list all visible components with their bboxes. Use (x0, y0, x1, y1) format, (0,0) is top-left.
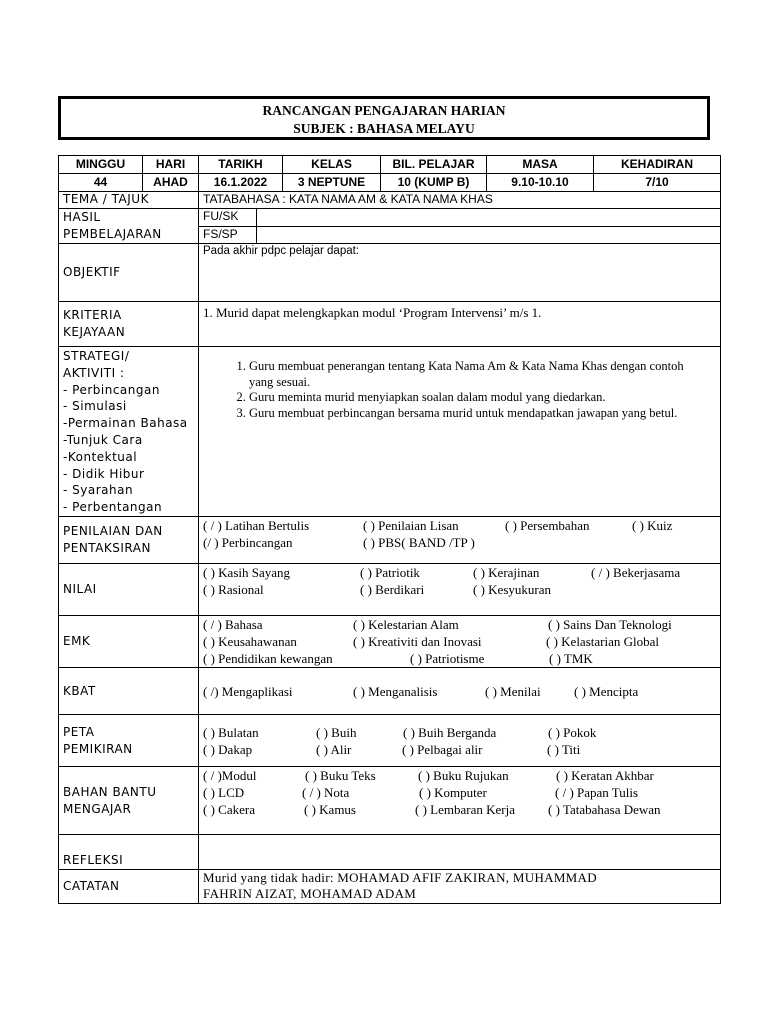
peta-option[interactable]: ( ) Dakap (203, 741, 253, 757)
bahan-option[interactable]: ( ) Tatabahasa Dewan (548, 802, 661, 817)
bahan-row-2 (203, 784, 720, 801)
info-header-kehadiran: KEHADIRAN (594, 156, 721, 174)
bahan-label-line1: BAHAN BANTU (63, 784, 157, 799)
strategi-label-9: - Perbentangan (63, 500, 163, 515)
document-header (58, 96, 710, 140)
info-header-kelas: KELAS (283, 156, 381, 174)
row-catatan (59, 870, 721, 904)
hasil-fs-value (257, 226, 721, 244)
emk-option[interactable]: ( ) Patriotisme (410, 651, 485, 666)
row-kbat (59, 668, 721, 715)
hasil-label (59, 209, 199, 244)
bahan-option[interactable]: ( ) Lembaran Kerja (415, 802, 515, 817)
info-header-tarikh: TARIKH (199, 156, 283, 174)
peta-option[interactable]: ( ) Buih Berganda (403, 724, 497, 740)
info-table (58, 155, 721, 192)
bahan-label (59, 767, 199, 835)
penilaian-option[interactable]: ( ) PBS( BAND /TP ) (363, 535, 475, 550)
emk-option[interactable]: ( ) Keusahawanan (203, 634, 297, 649)
row-nilai (59, 564, 721, 616)
bahan-option[interactable]: ( / ) Nota (302, 785, 350, 800)
kriteria-label-line2: KEJAYAAN (63, 325, 126, 339)
hasil-fu-value (257, 209, 721, 227)
header-title: RANCANGAN PENGAJARAN HARIAN (262, 103, 506, 118)
info-header-masa: MASA (487, 156, 594, 174)
refleksi-label: REFLEKSI (59, 835, 199, 870)
refleksi-value (199, 835, 721, 870)
kbat-option[interactable]: ( ) Mencipta (574, 683, 639, 699)
kbat-options (199, 668, 721, 715)
bahan-option[interactable]: ( ) LCD (203, 785, 245, 800)
penilaian-option[interactable]: (/ ) Perbincangan (203, 535, 293, 550)
nilai-option[interactable]: ( ) Berdikari (360, 582, 425, 597)
info-value-hari: AHAD (143, 174, 199, 192)
row-hasil-fu (59, 209, 721, 227)
peta-option[interactable]: ( ) Alir (316, 741, 352, 757)
peta-label-line2: PEMIKIRAN (63, 741, 133, 756)
lesson-plan-table (58, 191, 721, 904)
strategi-steps-list (203, 359, 710, 421)
hasil-fs-label: FS/SP (199, 226, 257, 244)
bahan-option[interactable]: ( ) Buku Teks (305, 768, 376, 783)
strategi-label-4: -Permainan Bahasa (63, 416, 188, 431)
objektif-value: Pada akhir pdpc pelajar dapat: (199, 244, 721, 302)
strategi-label-3: - Simulasi (63, 399, 127, 414)
strategi-step: 3. Guru membuat perbincangan bersama murid untuk mendapatkan jawapan yang betul. (249, 406, 710, 422)
nilai-option[interactable]: ( ) Kesyukuran (473, 582, 551, 597)
row-refleksi (59, 835, 721, 870)
emk-option[interactable]: ( ) Kreativiti dan Inovasi (353, 634, 482, 649)
info-value-kehadiran: 7/10 (594, 174, 721, 192)
bahan-options (199, 767, 721, 835)
peta-option[interactable]: ( ) Titi (547, 741, 581, 757)
nilai-options (199, 564, 721, 616)
row-tema (59, 192, 721, 209)
bahan-option[interactable]: ( / )Modul (203, 768, 257, 783)
emk-label: EMK (59, 616, 199, 668)
peta-label (59, 715, 199, 767)
emk-options (199, 616, 721, 668)
bahan-row-1 (203, 767, 720, 784)
penilaian-label (59, 517, 199, 564)
bahan-option[interactable]: ( ) Komputer (419, 785, 487, 800)
nilai-label: NILAI (59, 564, 199, 616)
penilaian-row-1 (203, 517, 720, 534)
strategi-label-7: - Didik Hibur (63, 466, 145, 481)
nilai-option[interactable]: ( / ) Bekerjasama (591, 565, 681, 580)
nilai-option[interactable]: ( ) Patriotik (360, 565, 420, 580)
info-header-bil-pelajar: BIL. PELAJAR (381, 156, 487, 174)
row-penilaian (59, 517, 721, 564)
penilaian-label-line1: PENILAIAN DAN (63, 524, 163, 538)
catatan-line1: Murid yang tidak hadir: MOHAMAD AFIF ZAKIRAN, MUHAMMAD (203, 870, 597, 885)
row-objektif (59, 244, 721, 302)
strategi-label-1: AKTIVITI : (63, 365, 125, 380)
bahan-option[interactable]: ( ) Kamus (304, 802, 356, 817)
kriteria-label-line1: KRITERIA (63, 308, 122, 322)
penilaian-option[interactable]: ( ) Persembahan (505, 518, 590, 533)
peta-option[interactable]: ( ) Pokok (548, 724, 597, 740)
emk-row-1 (203, 616, 720, 633)
kriteria-label (59, 302, 199, 347)
penilaian-option[interactable]: ( ) Kuiz (632, 518, 673, 533)
strategi-label-2: - Perbincangan (63, 382, 160, 397)
hasil-label-line2: PEMBELAJARAN (63, 227, 162, 241)
bahan-option[interactable]: ( ) Cakera (203, 802, 255, 817)
nilai-option[interactable]: ( ) Kerajinan (473, 565, 540, 580)
info-header-hari: HARI (143, 156, 199, 174)
catatan-label: CATATAN (59, 870, 199, 904)
strategi-step: 1. Guru membuat penerangan tentang Kata Nama Am & Kata Nama Khas dengan contoh yang sesuai. (249, 359, 710, 390)
row-peta (59, 715, 721, 767)
catatan-value (199, 870, 721, 904)
penilaian-option[interactable]: ( ) Penilaian Lisan (363, 518, 459, 533)
peta-option[interactable]: ( ) Buih (316, 724, 357, 740)
strategi-step: 2. Guru meminta murid menyiapkan soalan dalam modul yang diedarkan. (249, 390, 710, 406)
bahan-option[interactable]: ( ) Buku Rujukan (418, 768, 509, 783)
hasil-fu-label: FU/SK (199, 209, 257, 227)
nilai-option[interactable]: ( ) Kasih Sayang (203, 565, 291, 580)
emk-row-2 (203, 633, 720, 650)
peta-row-2 (203, 741, 720, 758)
kbat-option[interactable]: ( /) Mengaplikasi (203, 683, 293, 699)
info-value-tarikh: 16.1.2022 (199, 174, 283, 192)
kbat-row (203, 683, 720, 700)
bahan-label-line2: MENGAJAR (63, 801, 132, 816)
nilai-row-2 (203, 581, 720, 598)
row-strategi (59, 347, 721, 517)
info-value-bil-pelajar: 10 (KUMP B) (381, 174, 487, 192)
strategi-label-6: -Kontektual (63, 449, 138, 464)
info-header-minggu: MINGGU (59, 156, 143, 174)
emk-option[interactable]: ( / ) Bahasa (203, 617, 263, 632)
hasil-label-line1: HASIL (63, 210, 101, 224)
objektif-label: OBJEKTIF (59, 244, 199, 302)
emk-option[interactable]: ( ) Kelastarian Global (546, 634, 659, 649)
penilaian-options (199, 517, 721, 564)
penilaian-option[interactable]: ( / ) Latihan Bertulis (203, 518, 310, 533)
strategi-label-0: STRATEGI/ (63, 349, 130, 363)
emk-option[interactable]: ( ) Kelestarian Alam (353, 617, 459, 632)
peta-option[interactable]: ( ) Bulatan (203, 724, 259, 740)
peta-row-1 (203, 724, 720, 741)
emk-option[interactable]: ( ) Sains Dan Teknologi (548, 617, 672, 632)
kbat-label: KBAT (59, 668, 199, 715)
info-value-masa: 9.10-10.10 (487, 174, 594, 192)
tema-value: TATABAHASA : KATA NAMA AM & KATA NAMA KHAS (199, 192, 721, 209)
peta-option[interactable]: ( ) Pelbagai alir (402, 741, 483, 757)
strategi-label-8: - Syarahan (63, 483, 134, 498)
nilai-option[interactable]: ( ) Rasional (203, 582, 264, 597)
catatan-line2: FAHRIN AIZAT, MOHAMAD ADAM (203, 886, 417, 901)
strategi-label (59, 347, 199, 517)
header-subject: SUBJEK : BAHASA MELAYU (293, 121, 475, 136)
penilaian-row-2 (203, 534, 720, 551)
row-bahan (59, 767, 721, 835)
bahan-option[interactable]: ( ) Keratan Akhbar (556, 768, 654, 783)
info-header-row (59, 156, 721, 174)
peta-label-line1: PETA (63, 724, 95, 739)
peta-options (199, 715, 721, 767)
tema-label: TEMA / TAJUK (59, 192, 199, 209)
info-value-kelas: 3 NEPTUNE (283, 174, 381, 192)
info-value-row (59, 174, 721, 192)
row-kriteria (59, 302, 721, 347)
nilai-row-1 (203, 564, 720, 581)
penilaian-label-line2: PENTAKSIRAN (63, 541, 151, 555)
emk-option[interactable]: ( ) TMK (549, 651, 593, 666)
kbat-option[interactable]: ( ) Menilai (485, 683, 541, 699)
strategi-label-5: -Tunjuk Cara (63, 432, 143, 447)
bahan-option[interactable]: ( / ) Papan Tulis (555, 785, 639, 800)
bahan-row-3 (203, 801, 720, 818)
info-value-minggu: 44 (59, 174, 143, 192)
emk-row-3 (203, 650, 720, 667)
kriteria-value: 1. Murid dapat melengkapkan modul ‘Program Intervensi’ m/s 1. (199, 302, 721, 347)
strategi-steps-cell (199, 347, 721, 517)
kbat-option[interactable]: ( ) Menganalisis (353, 683, 438, 699)
emk-option[interactable]: ( ) Pendidikan kewangan (203, 651, 333, 666)
row-emk (59, 616, 721, 668)
